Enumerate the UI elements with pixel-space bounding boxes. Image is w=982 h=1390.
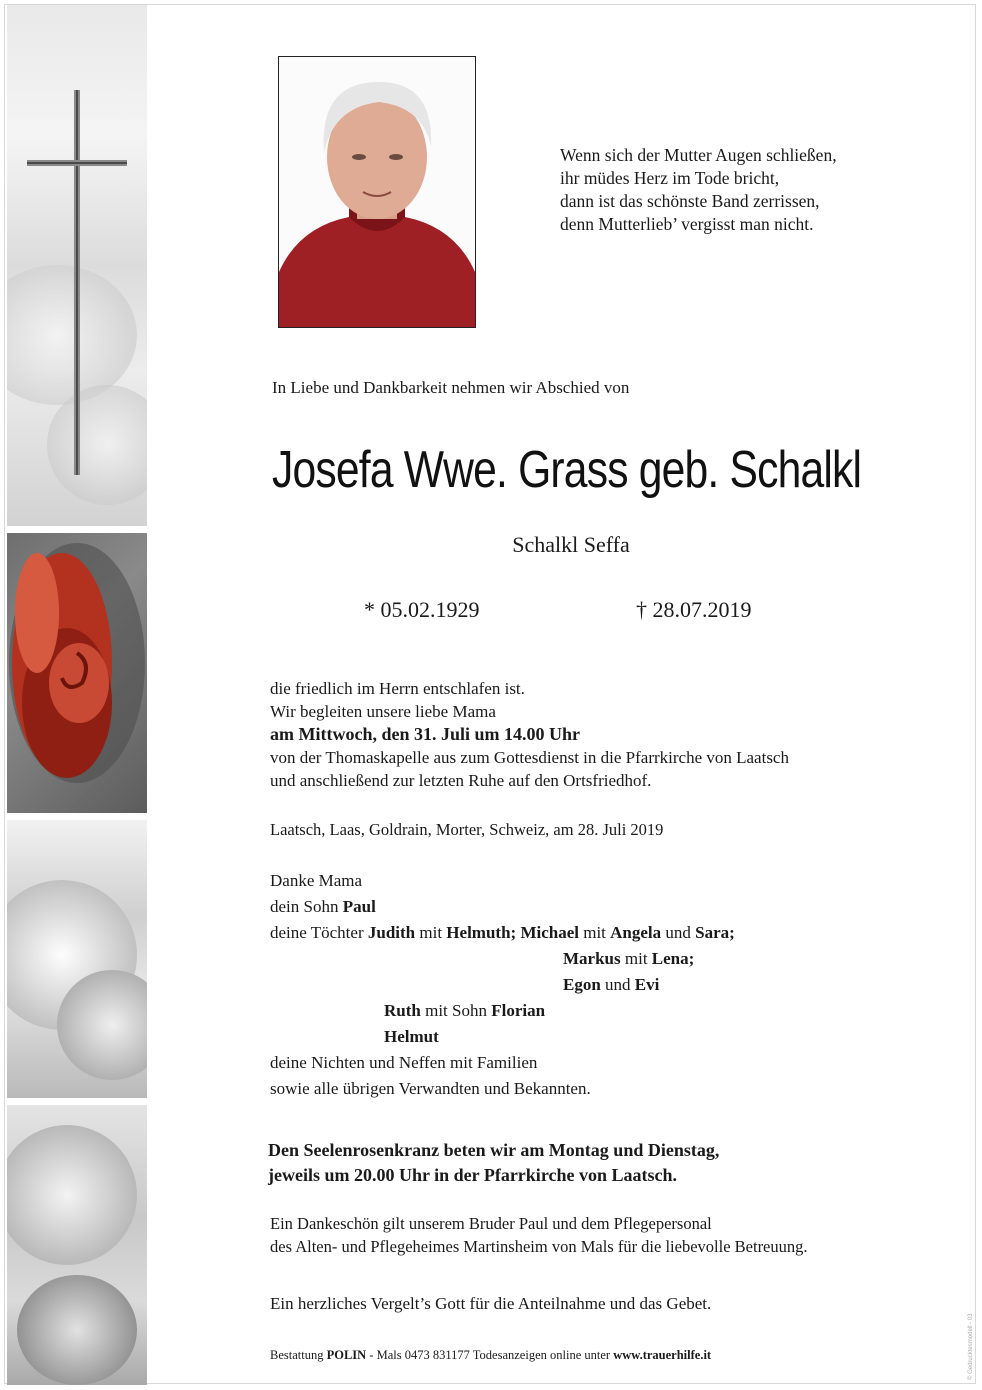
website-link[interactable]: www.trauerhilfe.it xyxy=(613,1348,712,1362)
birth-date xyxy=(364,597,480,623)
son-name: Paul xyxy=(342,897,376,916)
grey-rose-panel xyxy=(7,1105,147,1385)
company-name: POLIN xyxy=(326,1348,367,1362)
daughter-name: Judith xyxy=(367,923,416,942)
birth-date-value: 05.02.1929 xyxy=(380,597,480,622)
grandchild-line xyxy=(270,972,735,998)
und-text: und xyxy=(661,923,696,942)
rosary-notice xyxy=(268,1138,719,1188)
death-symbol: † xyxy=(636,597,647,622)
poem xyxy=(560,144,837,236)
rosary-line: jeweils um 20.00 Uhr in der Pfarrkirche von Laatsch. xyxy=(268,1165,677,1185)
poem-line: ihr müdes Herz im Tode bricht, xyxy=(560,168,780,188)
footer-middle: - Mals 0473 831177 Todesanzeigen online unter xyxy=(366,1348,614,1362)
death-date xyxy=(636,597,752,623)
daughter-line xyxy=(270,1024,735,1050)
rosary-line: Den Seelenrosenkranz beten wir am Montag und Dienstag, xyxy=(268,1140,720,1160)
farewell-intro: In Liebe und Dankbarkeit nehmen wir Abschied von xyxy=(272,378,630,397)
others-line: sowie alle übrigen Verwandten und Bekannten. xyxy=(270,1079,591,1098)
funeral-datetime: am Mittwoch, den 31. Juli um 14.00 Uhr xyxy=(270,724,580,744)
mit-text: mit xyxy=(578,923,611,942)
thanks-line: Ein Dankeschön gilt unserem Bruder Paul und dem Pflegepersonal xyxy=(270,1214,712,1233)
poem-line: denn Mutterlieb’ vergisst man nicht. xyxy=(560,214,814,234)
cross-icon xyxy=(7,5,147,526)
cross-panel xyxy=(7,5,147,526)
announcement-line: Wir begleiten unsere liebe Mama xyxy=(270,702,496,721)
grandchild-line xyxy=(270,946,735,972)
son-line xyxy=(270,894,735,920)
white-rose-panel xyxy=(7,820,147,1098)
grandchild-name: Michael xyxy=(520,923,579,942)
announcement-line: und anschließend zur letzten Ruhe auf den Ortsfriedhof. xyxy=(270,771,652,790)
footer xyxy=(270,1348,711,1363)
side-note: © Gedrucktesmodell - 03 xyxy=(968,1313,974,1380)
danke-line: Danke Mama xyxy=(270,871,363,890)
announcement xyxy=(270,677,789,792)
announcement-line: die friedlich im Herrn entschlafen ist. xyxy=(270,679,525,698)
thanks-note xyxy=(270,1212,808,1258)
rose-icon xyxy=(7,533,147,813)
red-rose-panel xyxy=(7,533,147,813)
nickname: Schalkl Seffa xyxy=(512,532,630,557)
daughter-name: Ruth xyxy=(384,1001,421,1020)
death-date-value: 28.07.2019 xyxy=(652,597,752,622)
mit-text: mit xyxy=(415,923,447,942)
partner-name: Helmuth; xyxy=(446,923,517,942)
son-prefix: dein Sohn xyxy=(270,897,343,916)
poem-line: dann ist das schönste Band zerrissen, xyxy=(560,191,820,211)
grandchild-name: Egon xyxy=(563,975,601,994)
portrait-photo xyxy=(278,56,476,328)
mit-text: mit xyxy=(620,949,652,968)
announcement-line: von der Thomaskapelle aus zum Gottesdienst in die Pfarrkirche von Laatsch xyxy=(270,748,789,767)
daughter-line xyxy=(270,998,735,1024)
daughters-prefix: deine Töchter xyxy=(270,923,368,942)
mourners xyxy=(270,868,735,1102)
deceased-name: Josefa Wwe. Grass geb. Schalkl xyxy=(272,441,862,499)
daughter-name: Helmut xyxy=(384,1027,439,1046)
grandchild-name: Markus xyxy=(563,949,621,968)
place-date: Laatsch, Laas, Goldrain, Morter, Schweiz, am 28. Juli 2019 xyxy=(270,820,664,839)
daughters-line xyxy=(270,920,735,946)
thanks-line: des Alten- und Pflegeheimes Martinsheim von Mals für die liebevolle Betreuung. xyxy=(270,1237,808,1256)
birth-symbol: * xyxy=(364,597,375,622)
partner-name: Evi xyxy=(634,975,660,994)
mit-sohn-text: mit Sohn xyxy=(420,1001,492,1020)
partner-name: Lena; xyxy=(651,949,695,968)
partner-name: Angela xyxy=(610,923,662,942)
und-text: und xyxy=(600,975,635,994)
nieces-line: deine Nichten und Neffen mit Familien xyxy=(270,1053,538,1072)
footer-prefix: Bestattung xyxy=(270,1348,327,1362)
vergelts-gott: Ein herzliches Vergelt’s Gott für die Anteilnahme und das Gebet. xyxy=(270,1294,712,1313)
child-name: Sara; xyxy=(695,923,735,942)
son-name: Florian xyxy=(491,1001,546,1020)
poem-line: Wenn sich der Mutter Augen schließen, xyxy=(560,145,837,165)
